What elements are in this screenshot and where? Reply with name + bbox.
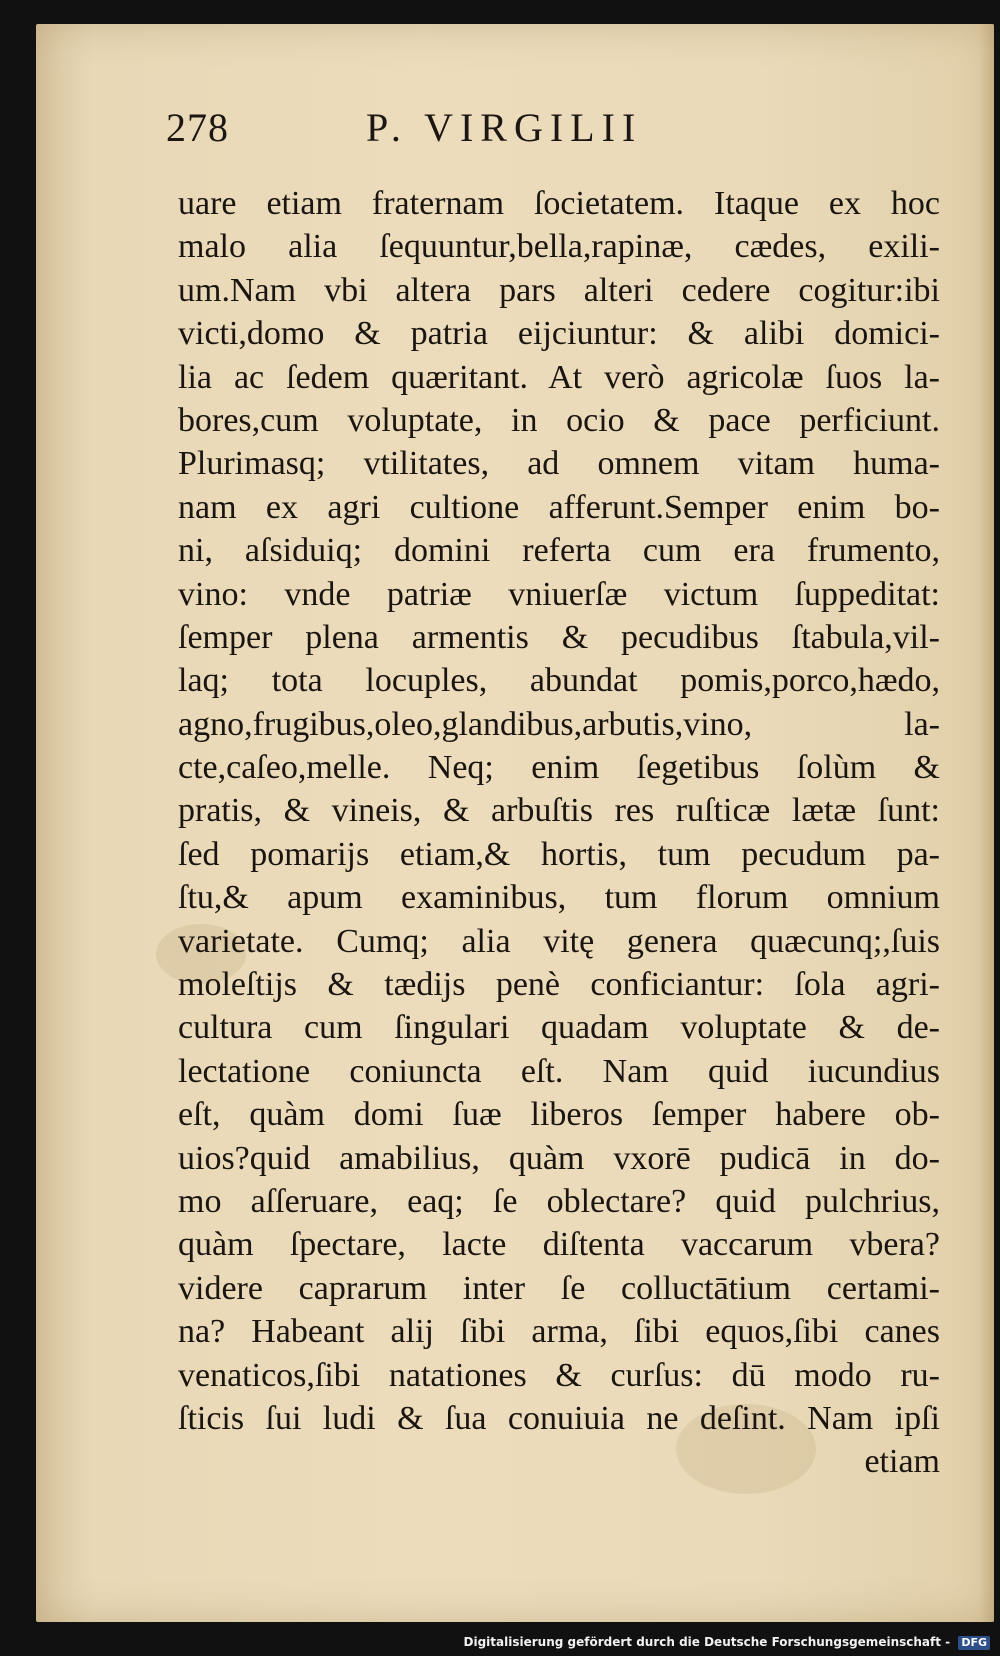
text-line: ni, aſsiduiq; domini referta cum era frumento, [178,532,940,570]
text-line: cultura cum ſingulari quadam voluptate & de- [178,1009,940,1047]
credit-text: Digitalisierung gefördert durch die Deutsche Forschungsgemeinschaft - [463,1635,951,1649]
text-line: victi,domo & patria eijciuntur: & alibi domici- [178,315,940,353]
dfg-logo: DFG [958,1636,990,1650]
text-line: laq; tota locuples, abundat pomis,porco,hædo, [178,662,940,700]
digitization-credit [464,1635,990,1650]
text-line: ſticis ſui ludi & ſua conuiuia ne deſint. Nam ipſi [178,1399,940,1437]
text-line: lectatione coniuncta eſt. Nam quid iucundius [178,1052,940,1090]
text-line: pratis, & vineis, & arbuſtis res ruſticæ lætæ ſunt: [178,792,940,830]
text-line: lia ac ſedem quæritant. At verò agricolæ ſuos la- [178,358,940,396]
text-line: moleſtijs & tædijs penè conficiantur: ſola agri- [178,966,940,1004]
text-line: ſtu,& apum examinibus, tum florum omnium [178,879,940,917]
text-line: Plurimasq; vtilitates, ad omnem vitam huma- [178,445,940,483]
body-text [178,182,940,1484]
page-edge [980,24,994,1622]
text-line: nam ex agri cultione afferunt.Semper enim bo- [178,488,940,526]
text-line: uios?quid amabilius, quàm vxorē pudicā in do- [178,1139,940,1177]
text-line: agno,frugibus,oleo,glandibus,arbutis,vino, la- [178,705,940,743]
page-number: 278 [166,105,229,150]
running-title: P. VIRGILII [366,105,643,150]
text-line: eſt, quàm domi ſuæ liberos ſemper habere ob- [178,1096,940,1134]
text-line: varietate. Cumq; alia vitę genera quæcunq;,ſuis [178,922,940,960]
text-line: um.Nam vbi altera pars alteri cedere cogitur:ibi [178,271,940,309]
text-line: ſed pomarijs etiam,& hortis, tum pecudum pa- [178,835,940,873]
book-page [36,24,994,1622]
text-line: uare etiam fraternam ſocietatem. Itaque ex hoc [178,185,940,222]
running-head [166,104,766,164]
text-line: malo alia ſequuntur,bella,rapinæ, cædes, exili- [178,228,940,266]
text-line: videre caprarum inter ſe colluctātium certami- [178,1269,940,1307]
text-line: bores,cum voluptate, in ocio & pace perficiunt. [178,401,940,439]
text-line: mo aſſeruare, eaq; ſe oblectare? quid pulchrius, [178,1182,940,1220]
catchword: etiam [864,1443,940,1481]
text-line: vino: vnde patriæ vniuerſæ victum ſuppeditat: [178,575,940,613]
text-line: na? Habeant alij ſibi arma, ſibi equos,ſibi canes [178,1313,940,1351]
text-line: cte,caſeo,melle. Neq; enim ſegetibus ſolùm & [178,749,940,787]
text-line: venaticos,ſibi natationes & curſus: dū modo ru- [178,1356,940,1394]
text-line: quàm ſpectare, lacte diſtenta vaccarum vbera? [178,1226,940,1264]
text-line: ſemper plena armentis & pecudibus ſtabula,vil- [178,618,940,656]
